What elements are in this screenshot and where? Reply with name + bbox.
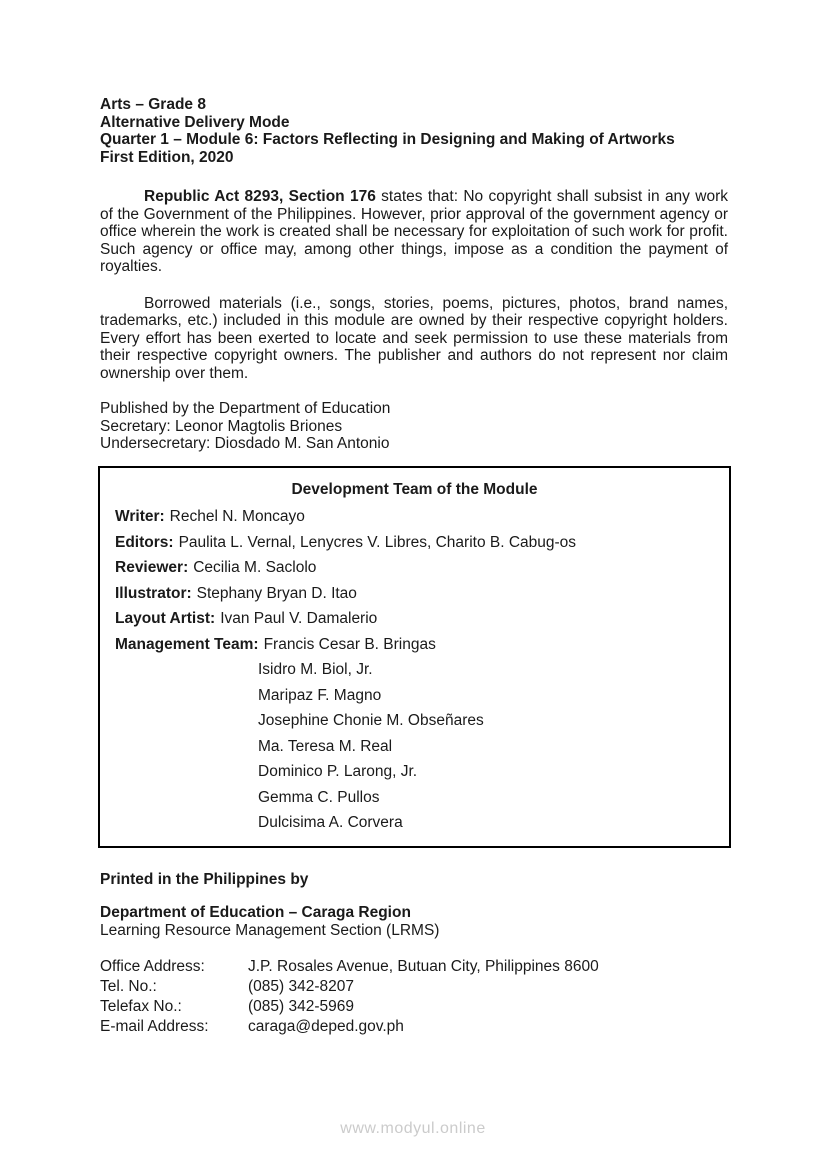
dev-team-role-row (115, 534, 714, 552)
contact-value: caraga@deped.gov.ph (248, 1018, 404, 1035)
role-value: Paulita L. Vernal, Lenycres V. Libres, Charito B. Cabug-os (178, 533, 577, 551)
role-value: Francis Cesar B. Bringas (263, 635, 436, 653)
page-content (100, 0, 728, 1037)
module-header (100, 96, 728, 166)
printing-office-section: Learning Resource Management Section (LRMS) (100, 921, 440, 939)
copyright-act-paragraph (100, 188, 728, 276)
printed-in-philippines-line: Printed in the Philippines by (100, 870, 309, 888)
contact-value: (085) 342-5969 (248, 998, 354, 1015)
role-value: Rechel N. Moncayo (169, 508, 305, 525)
dev-team-role-row (115, 610, 714, 628)
contact-row (100, 957, 728, 977)
published-by-line: Published by the Department of Education (100, 400, 391, 417)
role-label: Reviewer: (115, 559, 189, 576)
management-member-row: Josephine Chonie M. Obseñares (258, 712, 484, 729)
dev-team-role-row (115, 636, 714, 654)
role-label: Editors: (115, 533, 174, 551)
module-mode-line: Alternative Delivery Mode (100, 113, 290, 131)
printing-office-block (100, 904, 728, 939)
contact-value: J.P. Rosales Avenue, Butuan City, Philippines 8600 (248, 958, 599, 975)
contact-value: (085) 342-8207 (248, 978, 354, 995)
role-label: Writer: (115, 508, 165, 525)
borrowed-materials-paragraph: Borrowed materials (i.e., songs, stories, poems, pictures, photos, brand names, trademarks, etc.) included in this module are owned by their respective copyright holders. Every effort has been exerted to locate and seek permission to use these materials from their respective copyright owners. The publisher and authors do not represent nor claim ownership over them. (100, 294, 728, 382)
role-label: Management Team: (115, 635, 259, 653)
management-member-row: Dominico P. Larong, Jr. (258, 763, 418, 780)
management-member-row: Isidro M. Biol, Jr. (258, 661, 373, 678)
publisher-block (100, 400, 728, 453)
role-value: Stephany Bryan D. Itao (196, 584, 357, 602)
dev-team-role-row (115, 559, 714, 577)
copyright-act-lead: Republic Act 8293, Section 176 (144, 188, 376, 205)
undersecretary-line: Undersecretary: Diosdado M. San Antonio (100, 435, 390, 452)
contact-label: Office Address: (100, 958, 205, 975)
printing-office-name: Department of Education – Caraga Region (100, 904, 411, 921)
dev-team-role-row (115, 508, 714, 526)
management-member-row: Dulcisima A. Corvera (258, 814, 403, 831)
module-edition-line: First Edition, 2020 (100, 148, 234, 166)
management-member-row: Gemma C. Pullos (258, 788, 380, 806)
role-value: Cecilia M. Saclolo (193, 559, 317, 576)
module-title-line: Quarter 1 – Module 6: Factors Reflecting in Designing and Making of Artworks (100, 131, 675, 148)
dev-team-role-row (115, 585, 714, 603)
module-subject-line: Arts – Grade 8 (100, 96, 206, 113)
copyright-act-body: states that: No copyright shall subsist in any work of the Government of the Philippines. However, prior approval of the government agency or office wherein the work is created shall be necessary for exploitation of such work for profit. Such agency or office may, among other things, impose as a condition the payment of royalties. (100, 188, 728, 275)
development-team-box (98, 466, 731, 848)
secretary-line: Secretary: Leonor Magtolis Briones (100, 417, 343, 435)
development-team-title: Development Team of the Module (291, 480, 538, 498)
role-value: Ivan Paul V. Damalerio (220, 610, 378, 627)
management-member-row: Ma. Teresa M. Real (258, 737, 393, 755)
contact-label: E-mail Address: (100, 1018, 209, 1035)
contact-row (100, 1017, 728, 1037)
contact-label: Telefax No.: (100, 998, 182, 1015)
contact-label: Tel. No.: (100, 978, 157, 995)
site-watermark: www.modyul.online (340, 1120, 486, 1137)
role-label: Illustrator: (115, 584, 192, 602)
contact-details (100, 957, 728, 1037)
management-member-row: Maripaz F. Magno (258, 686, 382, 704)
contact-row (100, 977, 728, 997)
contact-row (100, 997, 728, 1017)
role-label: Layout Artist: (115, 610, 216, 627)
